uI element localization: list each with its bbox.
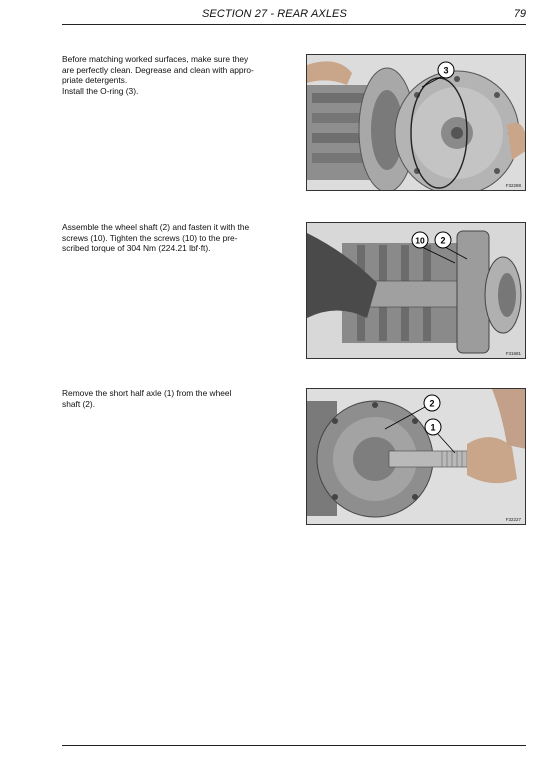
photo-axle-housing: [307, 55, 526, 191]
page-header: [62, 8, 526, 24]
photo-half-axle: [307, 389, 526, 525]
step-1-text: [62, 54, 282, 96]
step-1-line: priate detergents.: [62, 75, 128, 86]
figure-wheel-shaft: [306, 222, 526, 359]
callout-3: 3: [443, 65, 449, 76]
footer-rule: [62, 745, 526, 746]
header-rule: [62, 24, 526, 25]
photo-wheel-shaft: [307, 223, 526, 359]
step-2-line: screws (10). Tighten the screws (10) to the pre-: [62, 232, 238, 243]
step-2-line: Assemble the wheel shaft (2) and fasten it with the: [62, 222, 250, 232]
page-number: 79: [513, 8, 526, 20]
step-3-text: [62, 388, 282, 409]
step-1-line: are perfectly clean. Degrease and clean with appro-: [62, 64, 254, 75]
figure-code: F31681: [505, 351, 521, 356]
figure-code: F32227: [505, 517, 521, 522]
step-1-line: Before matching worked surfaces, make sure they: [62, 54, 249, 64]
callout-2: 2: [440, 235, 446, 246]
figure-half-axle: [306, 388, 526, 525]
figure-code: F32288: [505, 183, 521, 188]
step-2-line: scribed torque of 304 Nm (224.21 lbf·ft).: [62, 243, 211, 254]
callout-10: 10: [415, 235, 425, 246]
step-3-line: Remove the short half axle (1) from the wheel: [62, 388, 232, 398]
figure-oring-install: [306, 54, 526, 191]
step-3-line: shaft (2).: [62, 398, 96, 409]
step-2-text: [62, 222, 282, 254]
callout-1: 1: [430, 422, 436, 433]
section-title: SECTION 27 - REAR AXLES: [202, 8, 347, 20]
step-1-line: Install the O-ring (3).: [62, 85, 139, 96]
callout-2: 2: [429, 398, 435, 409]
